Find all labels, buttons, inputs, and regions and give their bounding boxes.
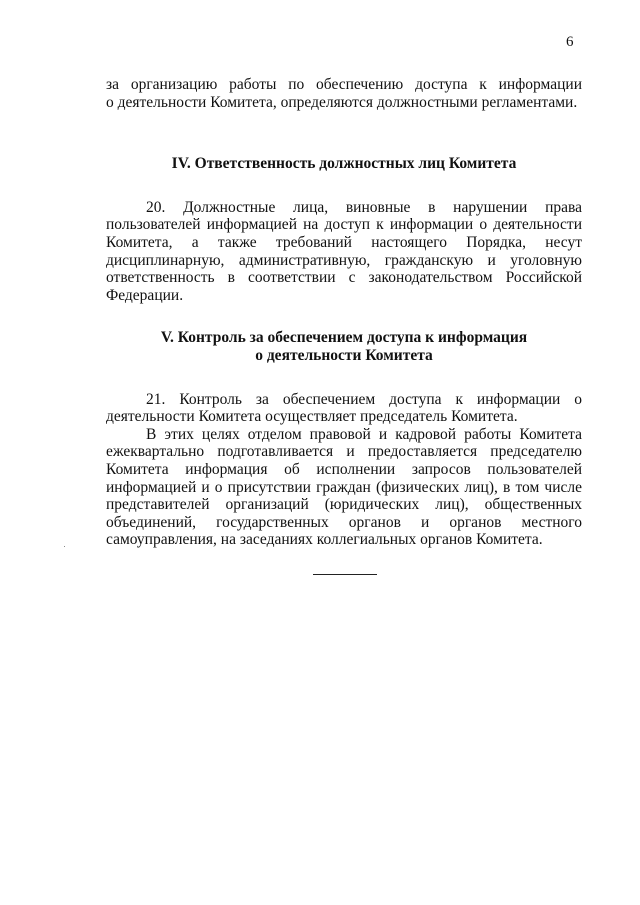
text-line: информацией и о присутствии граждан (физических лиц), в том числе: [106, 478, 582, 496]
paragraph-reporting: [106, 426, 582, 549]
text-line: деятельности Комитета осуществляет председатель Комитета.: [106, 408, 518, 426]
heading-line: V. Контроль за обеспечением доступа к информация: [160, 329, 528, 347]
text-line: за организацию работы по обеспечению доступа к информации: [106, 76, 582, 93]
text-line: 21. Контроль за обеспечением доступа к информации о: [146, 390, 582, 408]
text-line: ответственность в соответствии с законодательством Российской: [106, 269, 582, 287]
text-line: объединений, государственных органов и органов местного: [106, 513, 582, 531]
intro-paragraph: [106, 76, 582, 111]
document-body: [106, 76, 582, 549]
text-line: Комитета, а также требований настоящего Порядка, несут: [106, 233, 582, 251]
section-heading-v: [106, 329, 582, 364]
section-heading-iv: [106, 155, 582, 173]
text-line: представителей организаций (юридических лиц), общественных: [106, 496, 582, 514]
text-line: Федерации.: [106, 286, 184, 304]
page-number: 6: [566, 34, 574, 50]
text-line: пользователей информацией на доступ к информации о деятельности: [106, 216, 582, 234]
text-line: 20. Должностные лица, виновные в нарушении права: [146, 198, 582, 216]
text-line: В этих целях отделом правовой и кадровой работы Комитета: [146, 425, 582, 443]
heading-line: о деятельности Комитета: [255, 346, 433, 364]
text-line: Комитета информация об исполнении запросов пользователей: [106, 460, 582, 478]
text-line: о деятельности Комитета, определяются должностными регламентами.: [106, 93, 578, 111]
paragraph-21: [106, 391, 582, 426]
end-of-text-rule: [313, 574, 377, 575]
text-line: дисциплинарную, административную, гражданскую и уголовную: [106, 251, 582, 269]
heading-line: IV. Ответственность должностных лиц Комитета: [171, 155, 517, 173]
text-line: самоуправления, на заседаниях коллегиальных органов Комитета.: [106, 531, 543, 549]
scan-speck: [64, 546, 65, 547]
text-line: ежеквартально подготавливается и предоставляется председателю: [106, 443, 582, 461]
paragraph-20: [106, 199, 582, 305]
